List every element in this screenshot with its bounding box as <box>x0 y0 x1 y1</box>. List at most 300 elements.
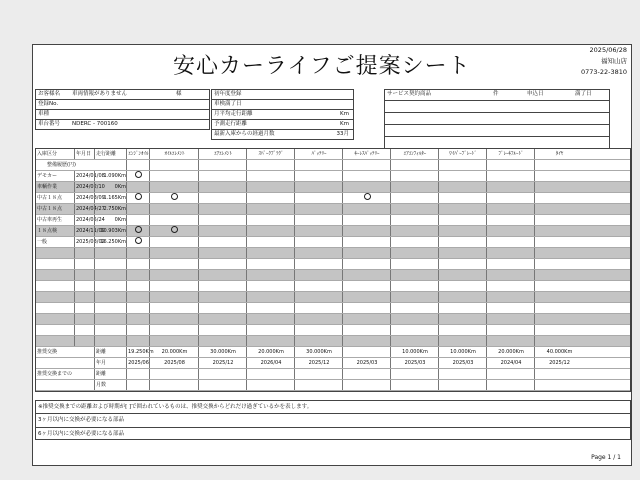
table-cell <box>438 171 486 181</box>
table-cell <box>342 204 390 214</box>
table-cell <box>390 193 438 203</box>
table-cell <box>149 160 198 170</box>
table-cell: 一般 <box>37 239 48 245</box>
table-cell <box>36 336 74 346</box>
col-header: ﾊﾞｯﾃﾘｰ <box>294 149 342 159</box>
table-cell: 0Km <box>94 215 126 225</box>
table-cell <box>149 336 198 346</box>
table-cell: 20.000Km <box>486 347 534 357</box>
table-cell: 月数 <box>94 380 126 390</box>
table-cell <box>294 259 342 269</box>
table-cell <box>342 215 390 225</box>
table-cell <box>390 369 438 379</box>
table-cell: 2024/04/27 <box>76 206 105 212</box>
table-cell <box>534 237 583 247</box>
table-cell: 40.000Km <box>534 347 583 357</box>
table-cell <box>438 237 486 247</box>
expected-unit: Km <box>340 121 349 127</box>
table-cell: 2024/02/10 <box>76 184 105 190</box>
reg-row <box>36 100 209 110</box>
table-cell <box>94 314 126 324</box>
table-cell <box>390 380 438 390</box>
table-row <box>36 237 630 248</box>
table-cell <box>126 336 149 346</box>
table-cell: 距離 <box>94 347 126 357</box>
table-cell <box>149 248 198 258</box>
col-header: 入庫区分 <box>37 151 58 157</box>
table-cell <box>94 336 126 346</box>
sub-header: 整備履歴(円) <box>37 162 76 168</box>
footer-notes <box>35 400 631 440</box>
table-cell <box>534 215 583 225</box>
table-cell <box>342 281 390 291</box>
table-cell <box>294 314 342 324</box>
table-cell <box>74 281 94 291</box>
table-cell <box>390 171 438 181</box>
expected-row <box>212 120 353 130</box>
table-cell: 2024/04 <box>486 358 534 368</box>
table-cell <box>342 347 390 357</box>
contract-box <box>384 89 610 149</box>
table-cell <box>294 204 342 214</box>
table-row <box>36 160 630 171</box>
table-cell: 2025/03/02 <box>76 239 105 245</box>
table-cell: 2.750Km <box>94 204 126 214</box>
table-cell <box>246 248 294 258</box>
table-row <box>36 292 630 303</box>
table-cell <box>126 314 149 324</box>
table-cell: 2025/08 <box>149 358 198 368</box>
header-date: 2025/06/28 <box>589 46 627 54</box>
contract-row <box>385 137 609 148</box>
months-row <box>212 130 353 140</box>
within6-row <box>36 428 630 441</box>
table-cell <box>486 204 534 214</box>
table-cell <box>126 171 149 181</box>
chassis-value: NDERC - 700160 <box>72 121 118 127</box>
customer-box <box>35 89 210 130</box>
table-cell <box>246 325 294 335</box>
table-cell: 16.250Km <box>94 237 126 247</box>
table-cell <box>534 369 583 379</box>
table-cell <box>390 204 438 214</box>
table-cell <box>149 303 198 313</box>
table-cell <box>342 303 390 313</box>
table-cell <box>390 226 438 236</box>
table-cell: 2024/01/08 <box>76 173 105 179</box>
table-cell: 推奨交換 <box>37 349 58 355</box>
table-cell: 2026/04 <box>246 358 294 368</box>
table-cell <box>126 248 149 258</box>
table-cell: 2024/05/24 <box>76 217 105 223</box>
table-row <box>36 248 630 259</box>
table-cell <box>246 281 294 291</box>
table-cell <box>198 303 246 313</box>
table-cell: 推奨交換までの <box>37 371 73 377</box>
table-cell <box>198 171 246 181</box>
table-cell <box>390 160 438 170</box>
table-cell <box>534 281 583 291</box>
table-cell <box>74 303 94 313</box>
table-cell: 距離 <box>94 369 126 379</box>
table-cell <box>438 215 486 225</box>
table-cell: 30.000Km <box>198 347 246 357</box>
table-cell <box>294 215 342 225</box>
table-cell <box>126 193 149 203</box>
table-cell <box>246 226 294 236</box>
table-cell <box>36 325 74 335</box>
table-cell <box>126 226 149 236</box>
table-cell <box>486 369 534 379</box>
col-header: 年月日 <box>74 149 94 159</box>
table-cell <box>246 292 294 302</box>
table-cell <box>74 270 94 280</box>
table-row <box>36 171 630 182</box>
table-cell: 車輌作業 <box>37 184 58 190</box>
table-cell: 2024/03/09 <box>76 195 105 201</box>
honorific: 様 <box>176 91 182 97</box>
table-cell <box>246 204 294 214</box>
table-cell <box>246 193 294 203</box>
table-cell <box>294 193 342 203</box>
expiry-row <box>212 100 353 110</box>
table-cell: 1.090Km <box>94 171 126 181</box>
table-cell <box>149 204 198 214</box>
table-cell <box>94 292 126 302</box>
contract-row <box>385 125 609 137</box>
table-cell <box>126 182 149 192</box>
table-cell <box>534 182 583 192</box>
table-cell <box>198 237 246 247</box>
table-cell <box>246 160 294 170</box>
table-cell <box>438 226 486 236</box>
table-cell: 20.000Km <box>149 347 198 357</box>
table-cell: 年月 <box>94 358 126 368</box>
table-cell <box>126 237 149 247</box>
expected-label: 予測走行距離 <box>214 121 248 127</box>
table-cell: 2025/03 <box>342 358 390 368</box>
table-cell <box>486 325 534 335</box>
table-cell <box>198 215 246 225</box>
table-cell: 30.000Km <box>294 347 342 357</box>
table-cell <box>126 325 149 335</box>
table-cell <box>36 292 74 302</box>
table-cell <box>294 248 342 258</box>
table-cell <box>342 270 390 280</box>
table-cell <box>149 182 198 192</box>
table-cell: 2025/12 <box>198 358 246 368</box>
table-cell: 10.000Km <box>390 347 438 357</box>
table-cell <box>486 182 534 192</box>
table-cell <box>149 292 198 302</box>
circle-mark-icon <box>171 226 178 233</box>
table-cell <box>438 380 486 390</box>
table-cell <box>149 314 198 324</box>
table-row <box>36 182 630 193</box>
table-cell <box>438 314 486 324</box>
table-cell: 2025/03 <box>438 358 486 368</box>
table-cell <box>246 182 294 192</box>
table-cell <box>534 226 583 236</box>
table-cell <box>246 336 294 346</box>
note-text: ※推奨交換までの距離および時期が[ ]で囲われているものは、推奨交換からどれだけ過ぎているかを表します。 <box>36 401 630 414</box>
table-row <box>36 204 630 215</box>
table-cell <box>342 314 390 324</box>
table-cell <box>534 204 583 214</box>
table-cell <box>94 303 126 313</box>
table-cell: １８点検 <box>37 228 58 234</box>
table-cell <box>486 171 534 181</box>
table-cell <box>294 325 342 335</box>
table-cell <box>36 270 74 280</box>
table-cell <box>149 369 198 379</box>
table-cell <box>94 281 126 291</box>
monthly-unit: Km <box>340 111 349 117</box>
table-row <box>36 193 630 204</box>
table-row <box>36 281 630 292</box>
table-row <box>36 215 630 226</box>
table-cell <box>342 248 390 258</box>
table-cell <box>198 281 246 291</box>
table-cell <box>486 314 534 324</box>
table-cell <box>94 248 126 258</box>
table-cell <box>198 380 246 390</box>
contract-row <box>385 113 609 125</box>
table-cell <box>149 259 198 269</box>
first-reg-label: 初年度登録 <box>214 91 242 97</box>
table-cell <box>438 303 486 313</box>
monthly-row <box>212 110 353 120</box>
table-cell <box>390 303 438 313</box>
table-cell <box>438 369 486 379</box>
table-cell <box>342 380 390 390</box>
table-cell <box>126 281 149 291</box>
chassis-row <box>36 120 209 130</box>
customer-name-row <box>36 90 209 100</box>
table-cell <box>438 182 486 192</box>
table-row <box>36 380 630 391</box>
contract-count: 件 <box>493 91 499 97</box>
table-cell <box>342 171 390 181</box>
table-row <box>36 325 630 336</box>
table-cell: 10.903Km <box>94 226 126 236</box>
table-cell: 中古車再生 <box>37 217 63 223</box>
inspection-box <box>211 89 354 140</box>
table-cell <box>94 270 126 280</box>
contract-title: サービス契約商品 <box>387 91 432 97</box>
table-cell <box>486 160 534 170</box>
table-cell <box>534 314 583 324</box>
table-cell: 2024/11/09 <box>76 228 105 234</box>
table-row <box>36 347 630 358</box>
table-cell <box>294 160 342 170</box>
table-cell <box>198 248 246 258</box>
table-cell <box>342 160 390 170</box>
first-reg-row <box>212 90 353 100</box>
circle-mark-icon <box>364 193 371 200</box>
table-cell <box>438 336 486 346</box>
table-cell <box>74 292 94 302</box>
table-cell <box>198 336 246 346</box>
expiry-label: 車検満了日 <box>214 101 242 107</box>
table-cell <box>294 171 342 181</box>
table-cell: 10.000Km <box>438 347 486 357</box>
table-cell <box>486 215 534 225</box>
header-info <box>581 45 627 78</box>
table-cell: 19.250Km <box>128 349 154 355</box>
table-cell <box>342 259 390 269</box>
table-cell <box>198 314 246 324</box>
table-cell <box>36 281 74 291</box>
table-cell <box>36 303 74 313</box>
table-cell <box>390 215 438 225</box>
table-cell <box>126 259 149 269</box>
table-cell <box>36 314 74 324</box>
table-cell <box>390 292 438 302</box>
table-cell <box>149 237 198 247</box>
table-cell <box>342 226 390 236</box>
table-row <box>36 336 630 347</box>
table-cell <box>294 292 342 302</box>
table-cell <box>294 380 342 390</box>
page-title: 安心カーライフご提案シート <box>173 54 471 79</box>
circle-mark-icon <box>135 171 142 178</box>
table-cell <box>438 193 486 203</box>
table-cell <box>198 259 246 269</box>
table-cell <box>246 270 294 280</box>
table-row <box>36 149 630 160</box>
table-cell <box>198 325 246 335</box>
table-cell <box>486 226 534 236</box>
table-cell <box>74 259 94 269</box>
table-cell <box>149 215 198 225</box>
table-cell <box>94 259 126 269</box>
table-cell <box>126 303 149 313</box>
table-cell <box>534 160 583 170</box>
table-cell <box>294 303 342 313</box>
table-row <box>36 358 630 369</box>
table-cell <box>149 270 198 280</box>
contract-expiry-date: 満了日 <box>575 91 592 97</box>
table-cell <box>438 292 486 302</box>
table-cell <box>126 369 149 379</box>
table-row <box>36 369 630 380</box>
table-cell <box>198 369 246 379</box>
within3-label: 3ヶ月以内に交換が必要になる部品 <box>38 417 125 423</box>
table-cell <box>246 237 294 247</box>
table-cell <box>294 281 342 291</box>
table-cell <box>94 325 126 335</box>
table-cell <box>390 248 438 258</box>
circle-mark-icon <box>135 193 142 200</box>
table-cell <box>126 215 149 225</box>
table-cell <box>534 292 583 302</box>
table-cell <box>390 237 438 247</box>
table-cell <box>149 226 198 236</box>
table-cell <box>149 281 198 291</box>
table-cell <box>486 336 534 346</box>
table-cell <box>342 369 390 379</box>
table-cell <box>486 237 534 247</box>
table-cell: デモカー <box>37 173 58 179</box>
table-cell <box>486 248 534 258</box>
table-cell <box>246 369 294 379</box>
contract-header-row <box>385 90 609 101</box>
customer-name-value: 車両情報がありません <box>72 91 128 97</box>
table-cell: 中古１８点 <box>37 206 63 212</box>
table-cell <box>246 303 294 313</box>
col-header: ｴｱｺﾝﾌｨﾙﾀｰ <box>390 149 438 159</box>
circle-mark-icon <box>135 237 142 244</box>
table-cell <box>438 259 486 269</box>
table-cell <box>534 303 583 313</box>
table-cell <box>74 336 94 346</box>
table-row <box>36 314 630 325</box>
table-cell <box>534 270 583 280</box>
table-cell: 20.000Km <box>246 347 294 357</box>
contract-row <box>385 101 609 113</box>
table-cell <box>390 281 438 291</box>
table-cell <box>74 314 94 324</box>
customer-name-label: お客様名 <box>38 91 61 97</box>
table-cell <box>294 226 342 236</box>
table-cell: 1.165Km <box>94 193 126 203</box>
page-number: Page 1 / 1 <box>591 454 621 461</box>
table-cell <box>486 270 534 280</box>
table-cell <box>294 336 342 346</box>
table-cell <box>36 259 74 269</box>
table-cell <box>534 248 583 258</box>
table-cell <box>342 182 390 192</box>
table-cell <box>438 281 486 291</box>
table-cell <box>390 259 438 269</box>
col-header: ｴﾝｼﾞﾝｵｲﾙ <box>126 149 149 159</box>
circle-mark-icon <box>135 226 142 233</box>
circle-mark-icon <box>171 193 178 200</box>
table-cell <box>342 325 390 335</box>
table-cell <box>390 314 438 324</box>
table-cell <box>294 182 342 192</box>
table-cell <box>534 171 583 181</box>
table-cell <box>390 336 438 346</box>
table-cell <box>198 193 246 203</box>
table-cell <box>149 171 198 181</box>
table-cell <box>198 204 246 214</box>
table-cell <box>486 303 534 313</box>
table-row <box>36 270 630 281</box>
table-cell <box>342 237 390 247</box>
table-cell <box>74 248 94 258</box>
table-cell <box>246 380 294 390</box>
table-cell <box>534 325 583 335</box>
table-cell <box>36 248 74 258</box>
table-cell <box>342 193 390 203</box>
col-header: ﾌﾞﾚｰｷﾌﾙｰﾄﾞ <box>486 149 534 159</box>
maintenance-history-table <box>35 148 631 392</box>
months-value: 33月 <box>336 131 349 137</box>
table-cell <box>294 237 342 247</box>
table-cell <box>294 270 342 280</box>
table-row <box>36 303 630 314</box>
table-cell <box>534 193 583 203</box>
table-cell <box>342 336 390 346</box>
table-cell <box>198 160 246 170</box>
table-cell: 2025/06 <box>126 358 149 368</box>
proposal-sheet <box>32 44 632 466</box>
col-header: ｷｰﾚｽﾊﾞｯﾃﾘｰ <box>342 149 390 159</box>
table-cell <box>438 248 486 258</box>
col-header: 走行距離 <box>94 149 126 159</box>
